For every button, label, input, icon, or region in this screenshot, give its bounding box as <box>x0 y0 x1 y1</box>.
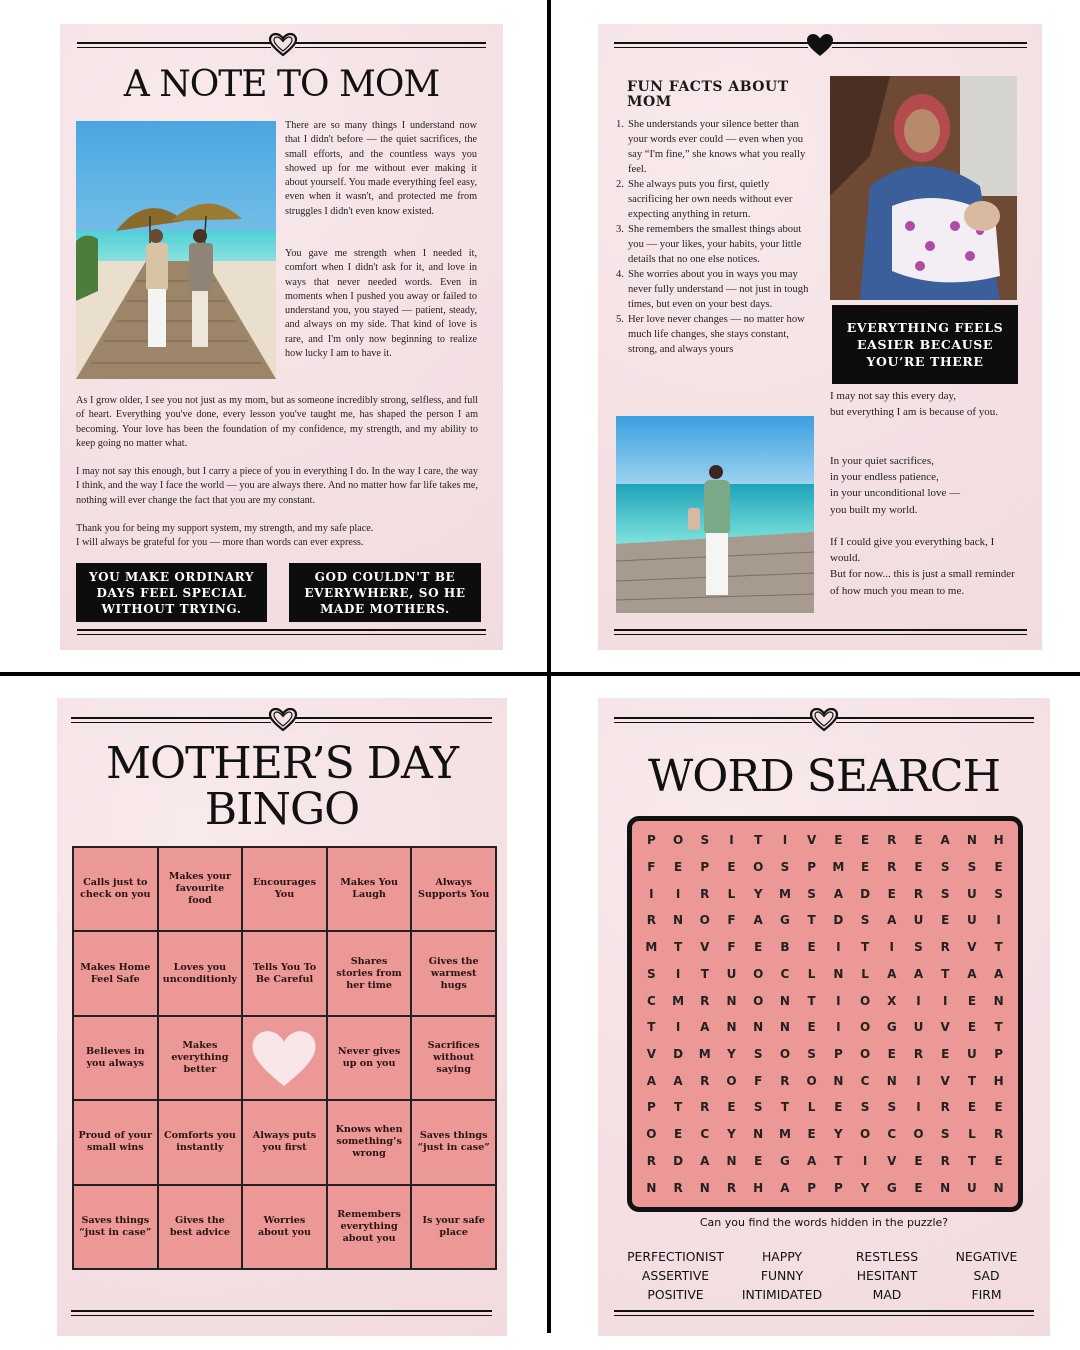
grid-letter[interactable]: F <box>727 913 736 928</box>
grid-letter[interactable]: R <box>940 940 950 955</box>
grid-letter[interactable]: S <box>807 1047 816 1062</box>
word-list-item: FUNNY <box>760 1268 804 1283</box>
grid-letter[interactable]: R <box>940 1100 950 1115</box>
grid-letter[interactable]: R <box>780 1073 790 1088</box>
grid-letter[interactable]: N <box>726 1020 737 1035</box>
grid-letter[interactable]: O <box>779 1047 791 1062</box>
verse-stanza-3: If I could give you everything back, I would. But for now... this is just a small reminder of how much you mean to me. <box>830 536 1015 597</box>
grid-letter[interactable]: G <box>779 913 790 928</box>
bingo-cell[interactable]: Always puts you first <box>243 1101 326 1183</box>
grid-letter[interactable]: T <box>860 940 870 955</box>
grid-letter[interactable]: N <box>779 1020 790 1035</box>
grid-letter[interactable]: O <box>859 1020 871 1035</box>
bingo-title-line-1: MOTHER’S DAY <box>105 738 459 789</box>
grid-letter[interactable]: L <box>968 1127 976 1142</box>
grid-letter[interactable]: E <box>967 1100 977 1115</box>
bingo-cell[interactable]: Makes your favourite food <box>159 848 242 930</box>
grid-letter[interactable]: N <box>726 1153 737 1168</box>
grid-letter[interactable]: N <box>753 1127 764 1142</box>
grid-letter[interactable]: B <box>780 940 790 955</box>
grid-letter[interactable]: P <box>994 1047 1004 1062</box>
grid-letter[interactable]: I <box>916 993 921 1008</box>
letter-paragraph-4: I may not say this enough, but I carry a piece of you in everything I do. In the way I care, the way I think, and the way I face the world — you are always there. And no matter how far life takes me, nothing will ever change the fact that you are my constant. <box>76 466 478 506</box>
grid-letter[interactable]: E <box>994 860 1003 875</box>
word-list-item: NEGATIVE <box>955 1249 1018 1264</box>
grid-letter[interactable]: O <box>753 993 764 1008</box>
word-search-board <box>627 816 1023 1212</box>
bingo-cell[interactable]: Gives the best advice <box>159 1186 242 1268</box>
word-search-page <box>598 698 1050 1336</box>
grid-letter[interactable]: I <box>649 886 654 901</box>
grid-letter[interactable]: N <box>833 966 844 981</box>
grid-letter[interactable]: V <box>806 833 817 848</box>
bingo-page <box>57 698 507 1336</box>
grid-letter[interactable]: A <box>940 833 950 848</box>
grid-letter[interactable]: O <box>753 966 764 981</box>
bingo-cell[interactable]: Sacrifices without saying <box>412 1017 495 1099</box>
grid-letter[interactable]: A <box>913 966 924 981</box>
grid-letter[interactable]: I <box>729 833 734 848</box>
bingo-cell[interactable]: Worries about you <box>243 1186 326 1268</box>
grid-letter[interactable]: E <box>914 1153 923 1168</box>
grid-letter[interactable]: R <box>646 1153 656 1168</box>
grid-letter[interactable]: M <box>672 993 685 1008</box>
grid-letter[interactable]: T <box>994 1020 1003 1035</box>
grid-letter[interactable]: S <box>940 860 950 875</box>
word-list <box>618 1249 1030 1302</box>
photo-two-women-umbrellas <box>76 121 276 379</box>
grid-letter[interactable]: P <box>700 860 710 875</box>
word-list-item: INTIMIDATED <box>741 1287 823 1302</box>
fact-item: 2. She always puts you first, quietly sacrificing her own needs without ever expecting anything in return. <box>616 179 793 220</box>
heart-outline-icon <box>268 707 298 733</box>
grid-letter[interactable]: S <box>914 940 923 955</box>
grid-letter[interactable]: E <box>941 913 950 928</box>
grid-letter[interactable]: I <box>942 993 948 1008</box>
grid-letter[interactable]: I <box>996 913 1001 928</box>
grid-letter[interactable]: O <box>646 1127 657 1142</box>
grid-letter[interactable]: N <box>886 1073 897 1088</box>
bingo-cell[interactable]: Tells You To Be Careful <box>243 932 326 1014</box>
grid-letter[interactable]: S <box>753 1047 763 1062</box>
grid-letter[interactable]: U <box>913 1020 924 1035</box>
word-search-prompt: Can you find the words hidden in the puzzle? <box>699 1216 949 1229</box>
grid-letter[interactable]: T <box>834 1153 843 1168</box>
grid-letter[interactable]: R <box>913 1047 924 1062</box>
facts-list <box>616 117 812 357</box>
grid-letter[interactable]: T <box>673 1100 683 1115</box>
grid-letter[interactable]: S <box>753 1100 763 1115</box>
grid-letter[interactable]: P <box>833 1180 843 1195</box>
grid-letter[interactable]: M <box>832 860 845 875</box>
grid-letter[interactable]: T <box>754 833 763 848</box>
grid-letter[interactable]: P <box>646 833 656 848</box>
grid-letter[interactable]: T <box>700 966 709 981</box>
grid-letter[interactable]: U <box>967 886 977 901</box>
word-list-item: HESITANT <box>856 1268 918 1283</box>
quote-box-left: YOU MAKE ORDINARY DAYS FEEL SPECIAL WITHOUT TRYING. <box>76 563 267 622</box>
grid-letter[interactable]: R <box>700 1073 710 1088</box>
grid-letter[interactable]: V <box>940 1073 950 1088</box>
grid-letter[interactable]: E <box>727 860 736 875</box>
horizontal-divider <box>0 672 1080 676</box>
photo-woman-by-sea <box>616 416 814 613</box>
word-list-item: PERFECTIONIST <box>627 1249 724 1264</box>
grid-letter[interactable]: S <box>647 966 656 981</box>
fact-item: 3. She remembers the smallest things about you — your likes, your habits, your little details that no one else notices. <box>616 224 802 265</box>
bingo-cell[interactable]: Makes everything better <box>159 1017 242 1099</box>
word-list-item: RESTLESS <box>855 1249 919 1264</box>
letter-paragraph-1: There are so many things I understand now that I didn't before — the quiet sacrifices, the small efforts, and the countless ways you showed up for me without ever making it about yourself. You made everything feel easy, even when it wasn't, and protected me from struggles I didn't even know existed. <box>285 120 477 217</box>
grid-letter[interactable]: O <box>726 1073 737 1088</box>
bingo-cell[interactable]: Always Supports You <box>412 848 495 930</box>
grid-letter[interactable]: E <box>967 993 977 1008</box>
grid-letter[interactable]: O <box>699 913 710 928</box>
fact-item: 1. She understands your silence better than your words ever could — even when you say “I'm fine,” she knows what you really feel. <box>616 119 806 175</box>
grid-letter[interactable]: R <box>994 1127 1004 1142</box>
grid-letter[interactable]: T <box>807 993 816 1008</box>
grid-letter[interactable]: E <box>860 833 870 848</box>
grid-letter[interactable]: E <box>834 833 843 848</box>
grid-letter[interactable]: F <box>754 1073 763 1088</box>
note-to-mom-page <box>60 24 503 650</box>
grid-letter[interactable]: A <box>887 966 897 981</box>
grid-letter[interactable]: U <box>726 966 737 981</box>
grid-letter[interactable]: O <box>753 860 764 875</box>
grid-letter[interactable]: N <box>699 1180 710 1195</box>
bingo-cell[interactable]: Comforts you instantly <box>159 1101 242 1183</box>
heart-outline-icon <box>268 32 298 58</box>
grid-letter[interactable]: L <box>727 886 736 901</box>
verse-stanza-1: I may not say this every day, but everything I am is because of you. <box>830 390 999 419</box>
grid-letter[interactable]: A <box>967 966 977 981</box>
grid-letter[interactable]: T <box>994 940 1003 955</box>
grid-letter[interactable]: I <box>916 1100 921 1115</box>
bingo-cell[interactable]: Proud of your small wins <box>74 1101 157 1183</box>
page-title: A NOTE TO MOM <box>123 64 440 105</box>
letter-paragraph-5: Thank you for being my support system, my strength, and my safe place. I will always be grateful for you — more than words can ever express. <box>76 523 374 549</box>
grid-letter[interactable]: A <box>700 1153 710 1168</box>
grid-letter[interactable]: O <box>859 993 871 1008</box>
grid-letter[interactable]: T <box>967 1153 977 1168</box>
grid-letter[interactable]: T <box>807 913 816 928</box>
grid-letter[interactable]: E <box>807 1020 816 1035</box>
grid-letter[interactable]: I <box>675 966 681 981</box>
grid-letter[interactable]: U <box>967 913 977 928</box>
bingo-free-space[interactable] <box>243 1017 326 1099</box>
grid-letter[interactable]: H <box>993 833 1004 848</box>
grid-letter[interactable]: C <box>860 1073 870 1088</box>
quote-box-right: GOD COULDN'T BE EVERYWHERE, SO HE MADE MOTHERS. <box>289 563 481 622</box>
grid-letter[interactable]: T <box>941 966 950 981</box>
grid-letter[interactable]: E <box>994 1100 1003 1115</box>
grid-letter[interactable]: M <box>698 1047 711 1062</box>
grid-letter[interactable]: Y <box>727 1127 736 1142</box>
heart-outline-icon <box>809 707 839 733</box>
grid-letter[interactable]: S <box>887 1100 897 1115</box>
grid-letter[interactable]: O <box>913 1127 924 1142</box>
grid-letter[interactable]: S <box>940 886 950 901</box>
grid-letter[interactable]: A <box>833 886 843 901</box>
grid-letter[interactable]: N <box>726 993 737 1008</box>
grid-letter[interactable]: S <box>780 860 790 875</box>
photo-mother-with-baby <box>830 76 1017 300</box>
grid-letter[interactable]: I <box>862 1153 868 1168</box>
grid-letter[interactable]: S <box>860 1100 870 1115</box>
grid-letter[interactable]: I <box>836 1020 841 1035</box>
grid-letter[interactable]: Y <box>753 886 763 901</box>
grid-letter[interactable]: A <box>646 1073 656 1088</box>
letter-paragraph-2: You gave me strength when I needed it, comfort when I didn't ask for it, and love in ways that never needed words. Even in moments when I pushed you away or failed to understand you, you stayed — patient, steady, and always on my side. That kind of love is rare, and I'm only now beginning to realize how lucky I am to have it. <box>285 248 477 360</box>
grid-letter[interactable]: I <box>916 1073 921 1088</box>
grid-letter[interactable]: N <box>753 1020 764 1035</box>
grid-letter[interactable]: Y <box>860 1180 870 1195</box>
grid-letter[interactable]: E <box>807 940 816 955</box>
grid-letter[interactable]: T <box>673 940 683 955</box>
grid-letter[interactable]: R <box>673 1180 683 1195</box>
grid-letter[interactable]: P <box>807 860 817 875</box>
grid-letter[interactable]: C <box>780 966 790 981</box>
grid-letter[interactable]: A <box>780 1180 790 1195</box>
bingo-cell[interactable]: Encourages You <box>243 848 326 930</box>
grid-letter[interactable]: G <box>779 1153 790 1168</box>
grid-letter[interactable]: N <box>993 1180 1004 1195</box>
grid-letter[interactable]: O <box>859 1127 871 1142</box>
grid-letter[interactable]: V <box>940 1020 950 1035</box>
grid-letter[interactable]: N <box>673 913 684 928</box>
bingo-title-line-2: BINGO <box>204 784 360 835</box>
grid-letter[interactable]: I <box>675 886 681 901</box>
grid-letter[interactable]: N <box>646 1180 657 1195</box>
grid-letter[interactable]: N <box>940 1180 951 1195</box>
word-list-item: POSITIVE <box>647 1287 704 1302</box>
grid-letter[interactable]: U <box>967 1180 977 1195</box>
grid-letter[interactable]: L <box>807 966 816 981</box>
bingo-cell[interactable]: Gives the warmest hugs <box>412 932 495 1014</box>
grid-letter[interactable]: S <box>700 833 710 848</box>
grid-letter[interactable]: E <box>914 1180 923 1195</box>
grid-letter[interactable]: V <box>646 1047 656 1062</box>
verse-stanza-2: In your quiet sacrifices, in your endless patience, in your unconditional love — you built my world. <box>830 455 961 516</box>
fun-facts-page <box>598 24 1042 650</box>
bingo-cell[interactable]: Saves things “just in case” <box>74 1186 157 1268</box>
letter-paragraph-3: As I grow older, I see you not just as my mom, but as someone incredibly strong, selfless, and full of heart. Everything you've done, every lesson you've taught me, has shaped the person I am becoming. Your love has been the foundation of my confidence, my strength, and my ability to keep going no matter what. <box>76 395 478 449</box>
grid-letter[interactable]: X <box>887 993 897 1008</box>
word-list-item: MAD <box>872 1287 902 1302</box>
bingo-cell[interactable]: Shares stories from her time <box>328 932 411 1014</box>
grid-letter[interactable]: H <box>993 1073 1004 1088</box>
bottom-rule <box>71 1310 492 1316</box>
fact-item: 5. Her love never changes — no matter how much life changes, she stays constant, strong, and always yours <box>616 314 805 355</box>
bingo-cell[interactable]: Is your safe place <box>412 1186 495 1268</box>
grid-letter[interactable]: N <box>993 993 1004 1008</box>
grid-letter[interactable]: C <box>887 1127 897 1142</box>
grid-letter[interactable]: D <box>673 1047 684 1062</box>
grid-letter[interactable]: E <box>994 1153 1003 1168</box>
grid-letter[interactable]: M <box>778 1127 791 1142</box>
grid-letter[interactable]: I <box>675 1020 681 1035</box>
grid-letter[interactable]: D <box>833 913 844 928</box>
heart-filled-icon <box>805 32 835 58</box>
grid-letter[interactable]: R <box>887 860 897 875</box>
grid-letter[interactable]: R <box>887 833 897 848</box>
grid-letter[interactable]: E <box>887 886 896 901</box>
grid-letter[interactable]: O <box>806 1073 817 1088</box>
grid-letter[interactable]: D <box>860 886 871 901</box>
grid-letter[interactable]: E <box>887 1047 896 1062</box>
bingo-cell[interactable]: Calls just to check on you <box>74 848 157 930</box>
grid-letter[interactable]: V <box>967 940 977 955</box>
bingo-cell[interactable]: Makes Home Feel Safe <box>74 932 157 1014</box>
bingo-cell[interactable]: Believes in you always <box>74 1017 157 1099</box>
grid-letter[interactable]: A <box>700 1020 710 1035</box>
grid-letter[interactable]: M <box>645 940 658 955</box>
grid-letter[interactable]: E <box>673 1127 683 1142</box>
vertical-divider <box>547 0 551 1333</box>
grid-letter[interactable]: P <box>807 1180 817 1195</box>
grid-letter[interactable]: E <box>967 1020 977 1035</box>
grid-letter[interactable]: A <box>993 966 1004 981</box>
grid-letter[interactable]: L <box>807 1100 816 1115</box>
bingo-cell[interactable]: Remembers everything about you <box>328 1186 411 1268</box>
grid-letter[interactable]: E <box>860 860 870 875</box>
grid-letter[interactable]: N <box>966 833 977 848</box>
bottom-rule <box>614 629 1027 635</box>
grid-letter[interactable]: A <box>753 913 763 928</box>
grid-letter[interactable]: N <box>779 993 790 1008</box>
grid-letter[interactable]: Y <box>833 1127 843 1142</box>
grid-letter[interactable]: R <box>646 913 656 928</box>
grid-letter[interactable]: M <box>778 886 791 901</box>
word-search-grid <box>638 827 1012 1201</box>
grid-letter[interactable]: S <box>940 1127 950 1142</box>
bingo-cell[interactable]: Never gives up on you <box>328 1017 411 1099</box>
grid-letter[interactable]: E <box>807 1127 816 1142</box>
grid-letter[interactable]: E <box>914 833 923 848</box>
grid-letter[interactable]: T <box>780 1100 790 1115</box>
grid-letter[interactable]: I <box>836 993 841 1008</box>
grid-letter[interactable]: P <box>646 1100 656 1115</box>
bingo-cell[interactable]: Knows when something’s wrong <box>328 1101 411 1183</box>
word-list-item: HAPPY <box>761 1249 803 1264</box>
grid-letter[interactable]: R <box>913 886 924 901</box>
grid-letter[interactable]: E <box>834 1100 843 1115</box>
grid-letter[interactable]: G <box>886 1180 897 1195</box>
grid-letter[interactable]: P <box>833 1047 843 1062</box>
bingo-cell[interactable]: Loves you unconditionly <box>159 932 242 1014</box>
grid-letter[interactable]: R <box>726 1180 737 1195</box>
grid-letter[interactable]: F <box>647 860 656 875</box>
grid-letter[interactable]: S <box>994 886 1003 901</box>
grid-letter[interactable]: E <box>754 940 763 955</box>
grid-letter[interactable]: R <box>700 1100 710 1115</box>
grid-letter[interactable]: C <box>646 993 656 1008</box>
grid-letter[interactable]: R <box>700 886 710 901</box>
grid-letter[interactable]: R <box>700 993 710 1008</box>
grid-letter[interactable]: A <box>673 1073 683 1088</box>
grid-letter[interactable]: L <box>861 966 869 981</box>
word-list-item: SAD <box>973 1268 1000 1283</box>
grid-letter[interactable]: I <box>836 940 841 955</box>
grid-letter[interactable]: E <box>727 1100 736 1115</box>
grid-letter[interactable]: T <box>967 1073 977 1088</box>
grid-letter[interactable]: E <box>754 1153 763 1168</box>
bottom-rule <box>77 629 486 635</box>
grid-letter[interactable]: R <box>940 1153 950 1168</box>
grid-letter[interactable]: E <box>914 860 923 875</box>
grid-letter[interactable]: O <box>859 1047 871 1062</box>
word-list-item: FIRM <box>971 1287 1002 1302</box>
heart-free-space-icon <box>249 1027 319 1089</box>
bingo-grid <box>72 846 497 1270</box>
grid-letter[interactable]: A <box>806 1153 817 1168</box>
banner-box: EVERYTHING FEELS EASIER BECAUSE YOU’RE THERE <box>832 305 1018 384</box>
grid-letter[interactable]: S <box>860 913 870 928</box>
grid-letter[interactable]: F <box>727 940 736 955</box>
grid-letter[interactable]: H <box>753 1180 764 1195</box>
grid-letter[interactable]: D <box>673 1153 684 1168</box>
grid-letter[interactable]: S <box>967 860 977 875</box>
facts-title: FUN FACTS ABOUT MOM <box>627 79 789 110</box>
grid-letter[interactable]: T <box>647 1020 656 1035</box>
grid-letter[interactable]: C <box>700 1127 710 1142</box>
word-search-title: WORD SEARCH <box>648 751 1000 802</box>
bingo-cell[interactable]: Makes You Laugh <box>328 848 411 930</box>
fact-item: 4. She worries about you in ways you may never fully understand — not just in tough times, but even on your best days. <box>616 269 809 310</box>
grid-letter[interactable]: U <box>967 1047 977 1062</box>
grid-letter[interactable]: S <box>807 886 816 901</box>
grid-letter[interactable]: A <box>887 913 897 928</box>
grid-letter[interactable]: U <box>913 913 924 928</box>
grid-letter[interactable]: V <box>700 940 710 955</box>
grid-letter[interactable]: G <box>886 1020 897 1035</box>
grid-letter[interactable]: I <box>782 833 788 848</box>
grid-letter[interactable]: E <box>941 1047 950 1062</box>
grid-letter[interactable]: I <box>889 940 895 955</box>
grid-letter[interactable]: O <box>672 833 684 848</box>
grid-letter[interactable]: E <box>673 860 683 875</box>
grid-letter[interactable]: Y <box>727 1047 736 1062</box>
bingo-cell[interactable]: Saves things “just in case” <box>412 1101 495 1183</box>
bottom-rule <box>614 1310 1034 1316</box>
word-list-item: ASSERTIVE <box>641 1268 710 1283</box>
grid-letter[interactable]: N <box>833 1073 844 1088</box>
grid-letter[interactable]: V <box>887 1153 897 1168</box>
